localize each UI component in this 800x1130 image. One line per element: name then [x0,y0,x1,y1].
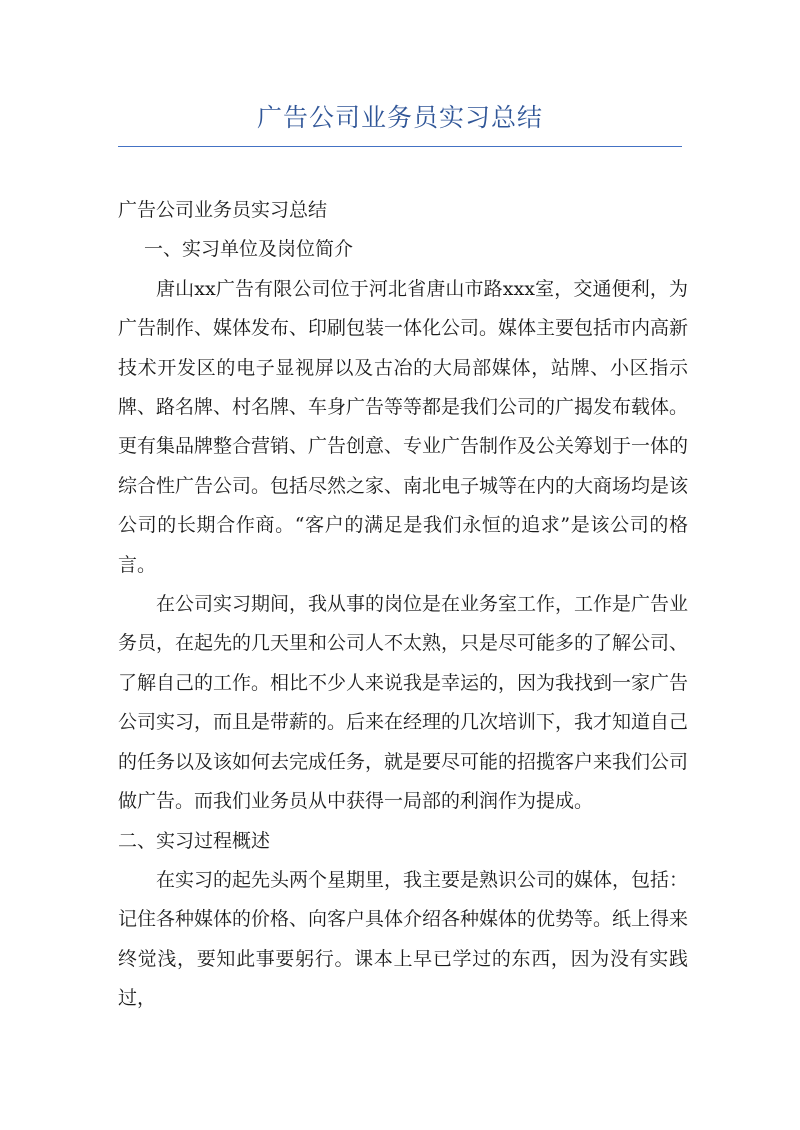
section-heading-2: 二、实习过程概述 [118,829,271,852]
paragraph-heading: 广告公司业务员实习总结 [118,199,328,221]
paragraph-process: 在实习的起先头两个星期里，我主要是熟识公司的媒体，包括：记住各种媒体的价格、向客户具体介绍各种媒体的优势等。纸上得来终觉浅，要知此事要躬行。课本上早已学过的东西，因为没有实践过， [118,868,689,1010]
title-divider [118,146,682,147]
document-body [118,191,688,1019]
paragraph-company-intro: 唐山xx广告有限公司位于河北省唐山市路xxx室，交通便利，为广告制作、媒体发布、印刷包装一体化公司。媒体主要包括市内高新技术开发区的电子显视屏以及古冶的大局部媒体，站牌、小区指示牌、路名牌、村名牌、车身广告等等都是我们公司的广揭发布载体。更有集品牌整合营销、广告创意、专业广告制作及公关筹划于一体的综合性广告公司。包括尽然之家、南北电子城等在内的大商场均是该公司的长期合作商。“客户的满足是我们永恒的追求”是该公司的格言。 [118,277,689,576]
paragraph-position: 在公司实习期间，我从事的岗位是在业务室工作，工作是广告业务员，在起先的几天里和公司人不太熟，只是尽可能多的了解公司、了解自己的工作。相比不少人来说我是幸运的，因为我找到一家广告公司实习，而且是带薪的。后来在经理的几次培训下，我才知道自己的任务以及该如何去完成任务，就是要尽可能的招揽客户来我们公司做广告。而我们业务员从中获得一局部的利润作为提成。 [118,593,689,813]
document-title: 广告公司业务员实习总结 [256,103,543,132]
section-heading-1: 一、实习单位及岗位简介 [144,238,354,261]
